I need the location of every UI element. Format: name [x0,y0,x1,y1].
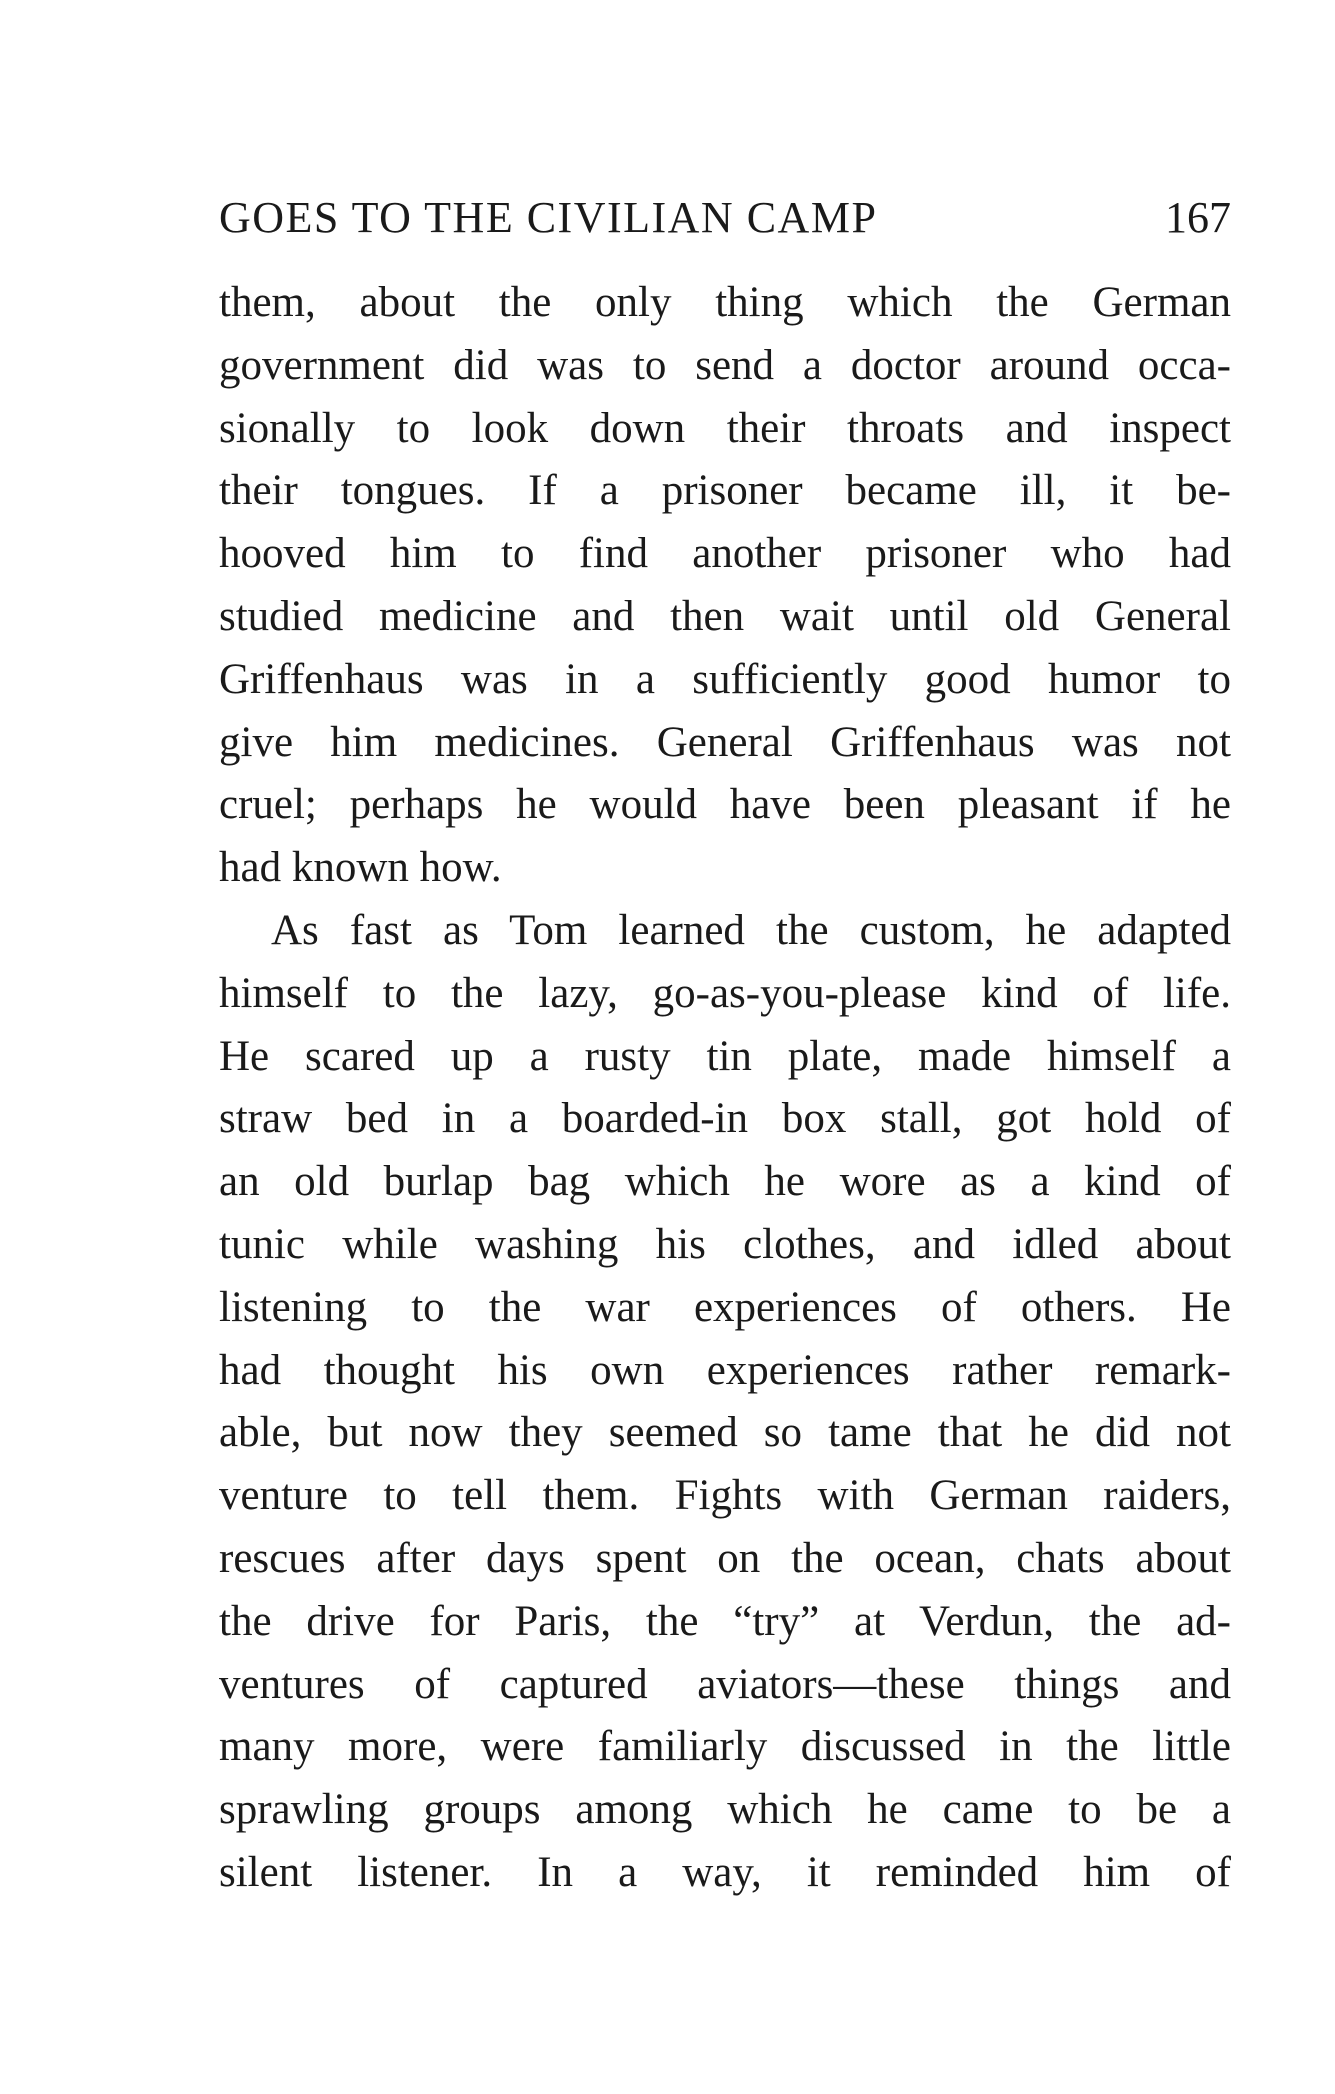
text-line: straw bed in a boarded-in box stall, got hold of [219,1095,1231,1143]
text-line: many more, were familiarly discussed in the little [219,1723,1231,1771]
text-line: ventures of captured aviators—these things and [219,1660,1231,1708]
text-line: silent listener. In a way, it reminded him of [219,1848,1231,1896]
text-line: venture to tell them. Fights with German raiders, [219,1472,1231,1520]
text-line: hooved him to find another prisoner who had [219,530,1231,578]
text-line: sprawling groups among which he came to be a [219,1786,1231,1834]
text-line: rescues after days spent on the ocean, chats about [219,1534,1231,1582]
body-text [219,272,1231,1905]
page-number: 167 [1165,193,1231,242]
running-head [219,188,1231,248]
chapter-title: GOES TO THE CIVILIAN CAMP [219,193,878,242]
paragraph-start-line: As fast as Tom learned the custom, he adapted [271,906,1231,954]
text-line: studied medicine and then wait until old General [219,592,1231,640]
text-line: government did was to send a doctor around occa- [219,341,1231,389]
text-line: himself to the lazy, go-as-you-please kind of life. [219,969,1231,1017]
text-line: cruel; perhaps he would have been pleasant if he [219,781,1231,829]
text-line: He scared up a rusty tin plate, made himself a [219,1032,1231,1080]
text-line: an old burlap bag which he wore as a kind of [219,1158,1231,1206]
text-line: sionally to look down their throats and inspect [219,404,1231,452]
text-line: their tongues. If a prisoner became ill, it be- [219,467,1231,515]
text-line: the drive for Paris, the “try” at Verdun, the ad- [219,1597,1231,1645]
text-line: had thought his own experiences rather remark- [219,1346,1231,1394]
text-line: Griffenhaus was in a sufficiently good humor to [219,655,1231,703]
text-line: give him medicines. General Griffenhaus was not [219,718,1231,766]
text-line: tunic while washing his clothes, and idled about [219,1220,1231,1268]
text-line: them, about the only thing which the German [219,279,1231,326]
paragraph-end-line: had known how. [219,844,502,892]
text-line: listening to the war experiences of others. He [219,1283,1231,1331]
text-line: able, but now they seemed so tame that he did not [219,1409,1231,1457]
